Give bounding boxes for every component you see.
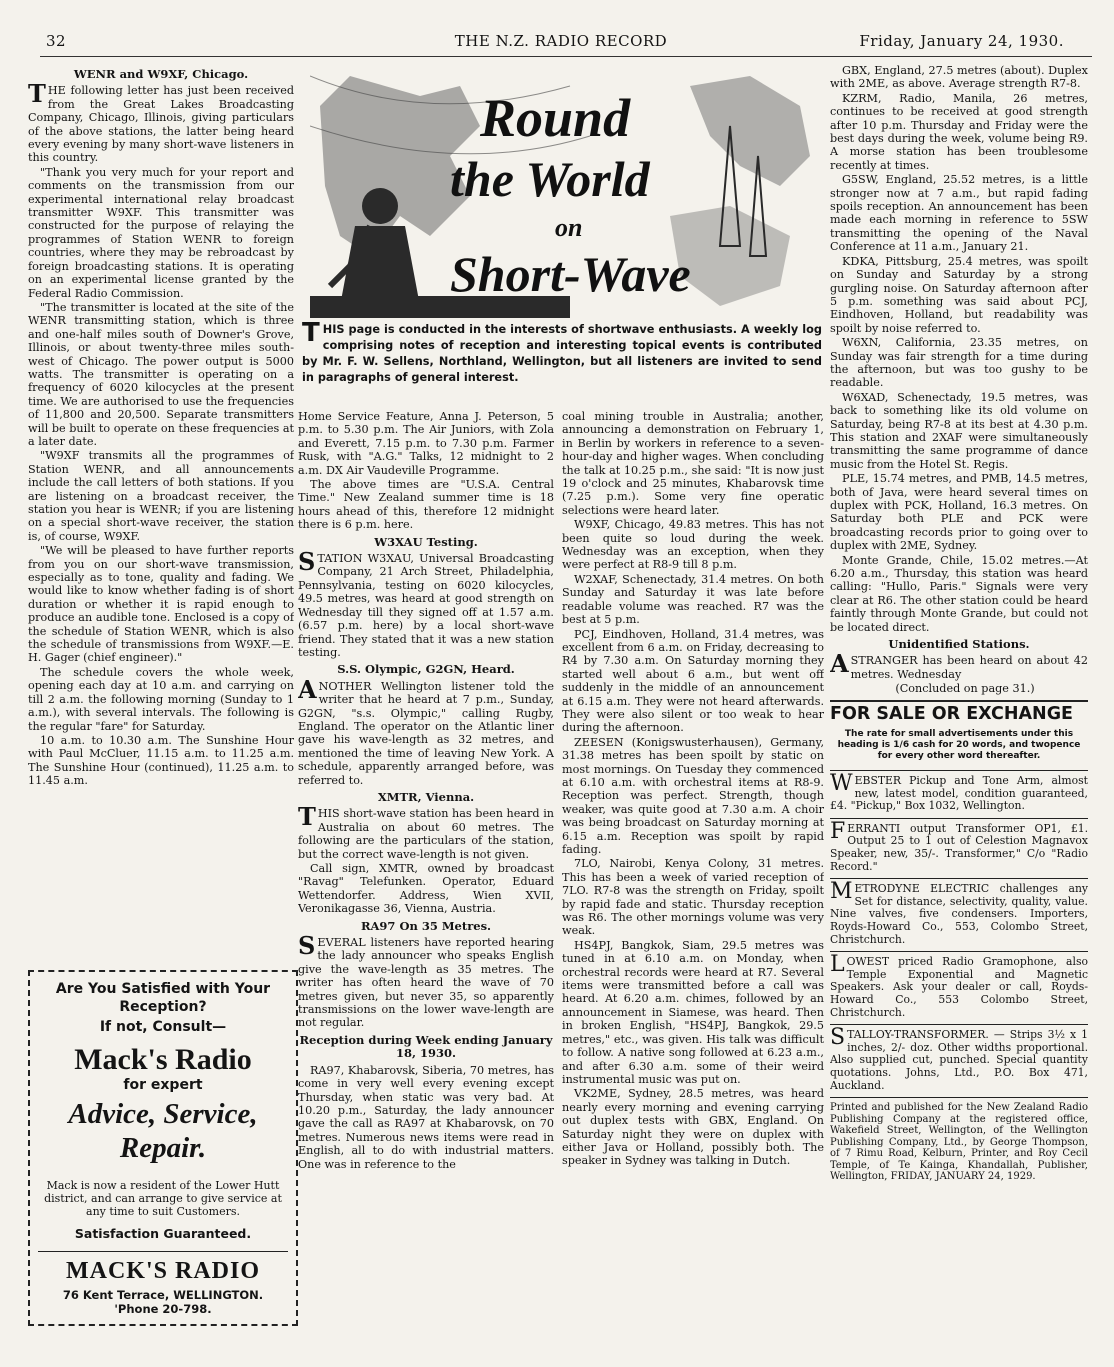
continuation-note: (Concluded on page 31.) [895, 682, 1035, 696]
station-report: GBX, England, 27.5 metres (about). Duplex with 2ME, as above. Average strength R7-8. [830, 64, 1088, 91]
paragraph: ASTRANGER has been heard on about 42 metres. Wednesday [830, 649, 1088, 681]
page-header [38, 30, 1084, 56]
article-heading: WENR and W9XF, Chicago. [73, 67, 249, 81]
paragraph: ANOTHER Wellington listener told the writer that he heard at 7 p.m., Sunday, G2GN, "s.s. Olympic," calling Rugby, England. The operator on the Atlantic liner gave his wave-length as 32 metres, and mentioned the time of leaving New York. A schedule, apparently arranged before, was referred to. [298, 674, 554, 787]
station-report: ZEESEN (Konigswusterhausen), Germany, 31.38 metres has been spoilt by static on most mornings. On Tuesday they commenced at 6.10 a.m. with orchestral items at R8-9. Reception was perfect. Strength, though weaker, was quite good at 7.30 a.m. A choir was being broadcast on Saturday morning at 6.15 a.m. Reception was spoilt by rapid fading. [562, 735, 824, 856]
classified-ad: STALLOY-TRANSFORMER. — Strips 3½ x 1 inches, 2/- doz. Other widths proportional. Also supplied cut, punched. Special quantity quotations. Johns, Ltd., P.O. Box 471, Auckland. [830, 1025, 1088, 1092]
paragraph: Home Service Feature, Anna J. Peterson, 5 p.m. to 5.30 p.m. The Air Juniors, with Zola and Everett, 7.15 p.m. to 7.30 p.m. Farmer Rusk, with "A.G." Talks, 12 midnight to 2 a.m. DX Air Vaudeville Programme. [298, 410, 554, 477]
banner-line-4: Short-Wave [450, 246, 691, 302]
ad-headline: Are You Satisfied with Your Reception? [55, 981, 271, 1015]
page-number: 32 [46, 32, 67, 50]
paragraph: 10 a.m. to 10.30 a.m. The Sunshine Hour with Paul McCluer, 11.15 a.m. to 11.25 a.m. The Sunshine Hour (continued), 11.25 a.m. to 11.45 a.m. [28, 733, 294, 788]
ad-phone: 'Phone 20-798. [114, 1302, 212, 1316]
macks-radio-advertisement [28, 970, 298, 1326]
banner-illustration [310, 66, 820, 318]
banner-line-1: Round [480, 88, 631, 148]
paragraph: STATION W3XAU, Universal Broadcasting Company, 21 Arch Street, Philadelphia, Pennsylvania, testing on 6020 kilocycles, 49.5 metres, was heard at good strength on Wednesday till they signed off at 1.57 a.m. (6.57 p.m. here) by a local short-wave friend. They stated that it was a new station testing. [298, 547, 554, 659]
ad-guarantee: Satisfaction Guaranteed. [74, 1226, 252, 1241]
paragraph: The schedule covers the whole week, opening each day at 10 a.m. and carrying on till 2 a.m. the following morning (Sunday to 1 a.m.), with several intervals. The following is the regular "fare" for Saturday. [28, 665, 294, 733]
classified-ad: METRODYNE ELECTRIC challenges any Set for distance, selectivity, quality, value. Nine valves, five condensers. Importers, Royds-Howard Co., 553, Colombo Street, Christchurch. [830, 879, 1088, 946]
subheading: S.S. Olympic, G2GN, Heard. [337, 662, 515, 677]
ad-services: Advice, Service, Repair. [68, 1098, 258, 1164]
station-report: W6XN, California, 23.35 metres, on Sunday was fair strength for a time during the afternoon, but was too gushy to be readable. [830, 336, 1088, 390]
banner-line-3: on [555, 213, 583, 242]
station-report: W9XF, Chicago, 49.83 metres. This has not been quite so loud during the week. Wednesday was an exception, when they were perfect at R8-9 till 8 p.m. [562, 518, 824, 572]
ad-subheadline: If not, Consult— [99, 1019, 227, 1035]
station-report: PLE, 15.74 metres, and PMB, 14.5 metres, both of Java, were heard several times on duplex with PCK, Holland, 16.3 metres. On Saturday both PLE and PCK were broadcasting records prior to going over to duplex with 2ME, Sydney. [830, 472, 1088, 553]
intro-paragraph: THIS page is conducted in the interests of shortwave enthusiasts. A weekly log comprising notes of reception and interesting topical events is contributed by Mr. F. W. Sellens, Northland, Wellington, but all listeners are invited to send in paragraphs of general interest. [302, 318, 822, 384]
banner-artwork [310, 66, 820, 318]
station-report: Monte Grande, Chile, 15.02 metres.—At 6.20 a.m., Thursday, this station was heard calling: "Hullo, Paris." Signals were very clear at R6. The other station could be heard faintly through Monte Grande, but could not be located direct. [830, 553, 1088, 634]
paragraph: "W9XF transmits all the programmes of Station WENR, and all announcements include the call letters of both stations. If you are listening on a broadcast receiver, the station you hear is WENR; if you are listening on a special short-wave receiver, the station is, of course, W9XF. [28, 449, 294, 543]
paragraph: SEVERAL listeners have reported hearing the lady announcer who speaks English give the wave-length as 35 metres. The writer has often heard the wave of 70 metres given, but never 35, so apparently transmissions on the lower wave-length are not regular. [298, 931, 554, 1030]
issue-date: Friday, January 24, 1930. [859, 32, 1064, 50]
classified-ad: FERRANTI output Transformer OP1, £1. Output 25 to 1 out of Celestion Magnavox Speaker, new, 35/-. Transformer," C/o "Radio Record." [830, 818, 1088, 873]
station-report: 7LO, Nairobi, Kenya Colony, 31 metres. This has been a week of varied reception of 7LO. R7-8 was the strength on Friday, spoilt by rapid fade and static. Thursday reception was R6. The other mornings volume was very weak. [562, 857, 824, 938]
classified-ad: LOWEST priced Radio Gramophone, also Temple Exponential and Magnetic Speakers. Ask your dealer or call, Royds-Howard Co., 553 Colombo Street, Christchurch. [830, 952, 1088, 1019]
station-report: VK2ME, Sydney, 28.5 metres, was heard nearly every morning and evening carrying out duplex tests with GBX, England. On Saturday night they were on duplex with either Java or Holland, possibly both. The speaker in Sydney was talking in Dutch. [562, 1087, 824, 1168]
station-report: PCJ, Eindhoven, Holland, 31.4 metres, was excellent from 6 a.m. on Friday, decreasing to R4 by 7.30 a.m. On Saturday morning they started well about 6 a.m., but went off suddenly in the middle of an announcement at 6.15 a.m. They were not heard afterwards. They were also silent or too weak to hear during the afternoon. [562, 627, 824, 735]
paragraph: The above times are "U.S.A. Central Time." New Zealand summer time is 18 hours ahead of this, therefore 12 midnight there is 6 p.m. here. [298, 478, 554, 532]
ad-for-expert: for expert [123, 1077, 203, 1093]
for-sale-rate-note: The rate for small advertisements under this heading is 1/6 cash for 20 words, and twopence for every other word thereafter. [837, 729, 1081, 762]
paragraph: coal mining trouble in Australia; another, announcing a demonstration on February 1, in Berlin by workers in reference to a seven-hour-day and higher wages. When concluding the talk at 10.25 p.m., she said: "It is now just 19 o'clock and 25 minutes, Khabarovsk time (7.25 p.m.). Some very fine operatic selections were heard later. [562, 410, 824, 517]
subheading: Unidentified Stations. [888, 637, 1030, 652]
banner-line-2: the World [450, 151, 650, 207]
column-4 [830, 64, 1088, 1354]
paragraph: RA97, Khabarovsk, Siberia, 70 metres, has come in very well every evening except Thursday, when static was very bad. At 10.20 p.m., Saturday, the lady announcer gave the call as RA97 at Khabarovsk, on 70 metres. Numerous news items were read in English, all to do with industrial matters. One was in reference to the [298, 1063, 554, 1171]
ad-footer-name: MACK'S RADIO [65, 1258, 260, 1284]
ad-divider [38, 1251, 288, 1252]
ad-business-name: Mack's Radio [74, 1043, 252, 1076]
column-2 [298, 410, 554, 1330]
classified-ad: WEBSTER Pickup and Tone Arm, almost new, latest model, condition guaranteed, £4. "Pickup," Box 1032, Wellington. [830, 771, 1088, 813]
column-3 [562, 410, 824, 1330]
station-report: W6XAD, Schenectady, 19.5 metres, was back to something like its old volume on Saturday, being R7-8 at its best at 4.30 p.m. This station and 2XAF were simultaneously transmitting the same programme of dance music from the Hotel St. Regis. [830, 390, 1088, 471]
station-report: KZRM, Radio, Manila, 26 metres, continues to be received at good strength after 10 p.m. Thursday and Friday were the best days during the week, volume being R9. A morse station has been troublesome recently at times. [830, 91, 1088, 172]
subheading: Reception during Week ending January 18, 1930. [299, 1032, 553, 1061]
column-1 [28, 64, 294, 984]
subheading: XMTR, Vienna. [377, 789, 475, 804]
subheading: RA97 On 35 Metres. [360, 918, 492, 933]
paragraph: "We will be pleased to have further reports from you on our short-wave transmission, especially as to tone, quality and fading. We would like to know whether fading is of short duration or whether it is rapid enough to produce an audible tone. Enclosed is a copy of the schedule of Station WENR, which is also the schedule of transmissions from W9XF.—E. H. Gager (chief engineer)." [28, 544, 294, 665]
ad-body: Mack is now a resident of the Lower Hutt district, and can arrange to give service at any time to suit Customers. [44, 1179, 282, 1218]
paragraph: Call sign, XMTR, owned by broadcast "Ravag" Telefunken. Operator, Eduard Wettendorfer. Address, Wien XVII, Veronikagasse 36, Vienna, Austria. [298, 862, 554, 916]
station-report: G5SW, England, 25.52 metres, is a little stronger now at 7 a.m., but rapid fading spoils reception. An announcement has been made each morning in reference to 5SW transmitting the opening of the Naval Conference at 11 a.m., January 21. [830, 173, 1088, 254]
header-rule [40, 56, 1092, 57]
paragraph: THE following letter has just been received from the Great Lakes Broadcasting Company, Chicago, Illinois, giving particulars of the above stations, the latter being heard every evening by many short-wave listeners in this country. [28, 79, 294, 165]
station-report: W2XAF, Schenectady, 31.4 metres. On both Sunday and Saturday it was late before readable volume was reached. R7 was the best at 5 p.m. [562, 572, 824, 627]
ad-address: 76 Kent Terrace, WELLINGTON. [62, 1288, 264, 1302]
paragraph: THIS short-wave station has been heard in Australia on about 60 metres. The following are the particulars of the station, but the correct wave-length is not given. [298, 802, 554, 861]
imprint: Printed and published for the New Zealand Radio Publishing Company at the registered office, Wakefield Street, Wellington, of the Wellington Publishing Company, Ltd., by George Thompson, of 7 Rimu Road, Kelburn, Printer, and Roy Cecil Temple, of Te Kainga, Khandallah, Publisher, Wellington, FRIDAY, JANUARY 24, 1929. [830, 1097, 1088, 1183]
subheading: W3XAU Testing. [374, 534, 478, 549]
masthead-title: THE N.Z. RADIO RECORD [454, 32, 668, 50]
paragraph: "Thank you very much for your report and comments on the transmission from our experimental international relay broadcast transmitter W9XF. This transmitter was constructed for the purpose of relaying the programmes of Station WENR to foreign countries, where they may be rebroadcast by foreign broadcasting stations. It is operating on an experimental license granted by the Federal Radio Commission. [28, 165, 294, 300]
station-report: KDKA, Pittsburg, 25.4 metres, was spoilt on Sunday and Saturday by a strong gurgling noise. On Saturday afternoon after 5 p.m. something was said about PCJ, Eindhoven, Holland, but readability was spoilt by noise referred to. [830, 254, 1088, 335]
paragraph: "The transmitter is located at the site of the WENR transmitting station, which is three and one-half miles south of Downer's Grove, Illinois, or about twenty-three miles south-west of Chicago. The power output is 5000 watts. The transmitter is operating on a frequency of 6020 kilocycles at the present time. We are authorised to use the frequencies of 11,800 and 20,500. Separate transmitters will be built to operate on these frequencies at a later date. [28, 300, 294, 448]
for-sale-heading: FOR SALE OR EXCHANGE [830, 700, 1088, 721]
station-report: HS4PJ, Bangkok, Siam, 29.5 metres was tuned in at 6.10 a.m. on Monday, when orchestral records were heard at R7. Several items were transmitted before a call was heard. At 6.20 a.m. chimes, followed by an announcement in Siamese, was heard. Then in broken English, "HS4PJ, Bangkok, 29.5 metres," etc., was given. His talk was difficult to follow. A native song followed at 6.23 a.m., and after 6.30 a.m. some of their weird instrumental music was put on. [562, 938, 824, 1086]
